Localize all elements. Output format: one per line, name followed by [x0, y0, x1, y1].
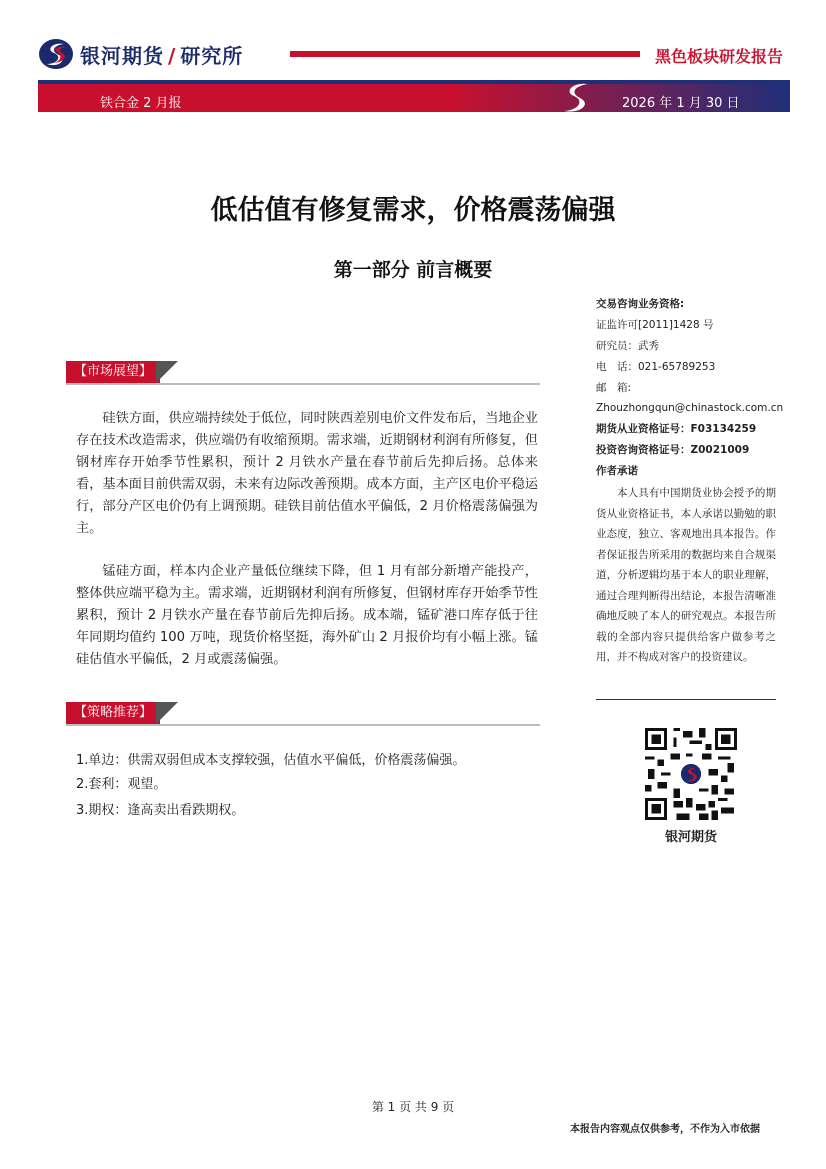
section-title: 第一部分 前言概要	[333, 259, 493, 281]
tab-wedge	[156, 702, 178, 724]
brand-text: 银河期货	[80, 44, 164, 68]
strategy-item: 3.期权：逢高卖出看跌期权。	[76, 803, 245, 818]
market-outlook-tab: 【市场展望】	[66, 361, 160, 383]
advisory-cert: 投资咨询资格证号：Z0021009	[596, 444, 750, 456]
sidebar-rule	[596, 699, 776, 700]
report-name: 铁合金 2 月报	[100, 96, 182, 111]
strategy-tab: 【策略推荐】	[66, 702, 160, 724]
page-number: 第 1 页 共 9 页	[371, 1100, 455, 1114]
analyst-name: 研究员：武秀	[596, 340, 659, 352]
section-rule	[66, 724, 540, 726]
page-title: 低估值有修复需求，价格震荡偏强	[210, 195, 616, 226]
galaxy-logo-icon	[38, 38, 74, 70]
license-number: 证监许可[2011]1428 号	[596, 319, 714, 331]
tab-wedge	[156, 361, 178, 383]
header-divider	[290, 51, 640, 57]
commitment-text: 本人具有中国期货业协会授予的期货从业资格证书，本人承诺以勤勉的职业态度，独立、客观地出具本报告。作者保证报告所采用的数据均来自合规渠道，分析逻辑均基于本人的职业理解，通过合理判断得出结论，本报告清晰准确地反映了本人的研究观点。本报告所载的全部内容只提供给客户做参考之用，并不构成对客户的投资建议。	[596, 487, 776, 663]
footer-disclaimer: 本报告内容观点仅供参考，不作为入市依据	[570, 1124, 760, 1135]
ferrosilicon-paragraph: 硅铁方面，供应端持续处于低位，同时陕西差别电价文件发布后，当地企业存在技术改造需求，供应端仍有收缩预期。需求端，近期钢材利润有所修复，但钢材库存开始季节性累积，预计 2 月铁水产量在春节前后先抑后扬。总体来看，基本面目前供需双弱，未来有边际改善预期。成本方面，主产区电价平稳运行，部分产区电价仍有上调预期。硅铁目前估值水平偏低，2 月价格震荡偏强为主。	[76, 411, 538, 536]
section-rule	[66, 383, 540, 385]
brand-separator: /	[168, 44, 177, 68]
phone-number: 电 话：021-65789253	[596, 361, 716, 373]
strategy-item: 2.套利：观望。	[76, 777, 167, 792]
banner-swirl-icon	[558, 80, 594, 114]
email-label: 邮 箱:	[596, 382, 632, 394]
qualification-title: 交易咨询业务资格:	[596, 298, 685, 310]
silicomanganese-paragraph: 锰硅方面，样本内企业产量低位继续下降，但 1 月有部分新增产能投产，整体供应端平稳为主。需求端，近期钢材利润有所修复，但钢材库存开始季节性累积，预计 2 月铁水产量在春节前后先抑后扬。成本端，锰矿港口库存低于往年同期均值约 100 万吨，现货价格坚挺，海外矿山 2 月报价均有小幅上涨。锰硅估值水平偏低，2 月或震荡偏强。	[76, 564, 538, 667]
commitment-title: 作者承诺	[596, 465, 638, 477]
brand-name	[80, 40, 243, 69]
doc-type: 黑色板块研发报告	[655, 47, 784, 66]
email-address[interactable]: Zhouzhongqun@chinastock.com.cn	[596, 402, 784, 414]
report-date: 2026 年 1 月 30 日	[622, 96, 740, 111]
futures-cert: 期货从业资格证号：F03134259	[596, 423, 757, 435]
qr-label: 银河期货	[664, 830, 717, 845]
strategy-item: 1.单边：供需双弱但成本支撑较强，估值水平偏低，价格震荡偏强。	[76, 753, 466, 768]
institute-text: 研究所	[180, 44, 244, 68]
qr-code-icon[interactable]	[645, 728, 737, 820]
